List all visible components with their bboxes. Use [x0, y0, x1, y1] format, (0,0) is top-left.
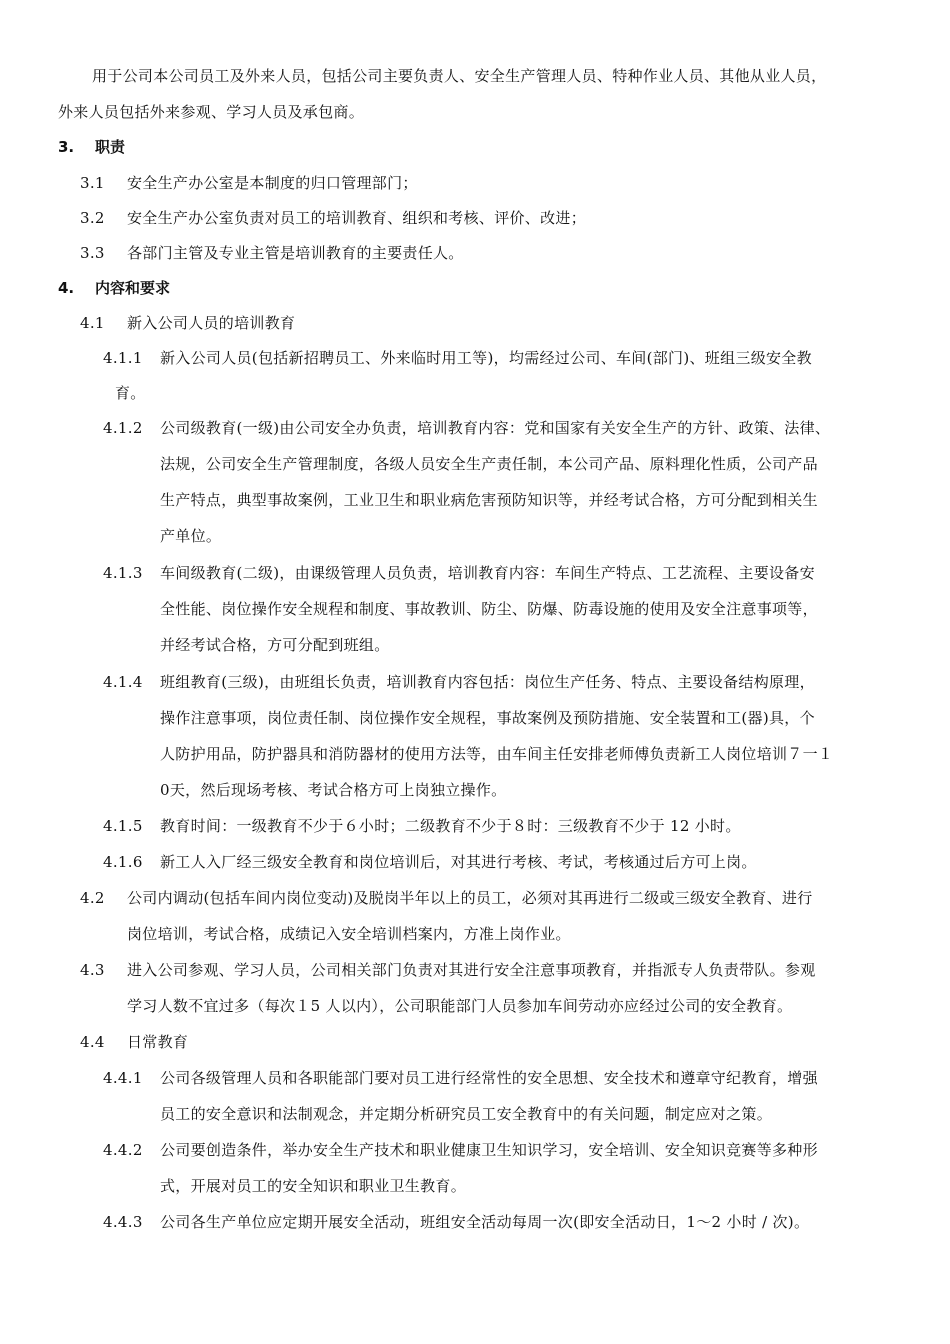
item-4-4-1-line-2: 员工的安全意识和法制观念，并定期分析研究员工安全教育中的有关问题，制定应对之策。	[160, 1105, 773, 1123]
item-4-1-4-number: 4.1.4	[103, 673, 143, 691]
item-4-3-line-1: 进入公司参观、学习人员，公司相关部门负责对其进行安全注意事项教育，并指派专人负责带队。参观	[127, 961, 816, 979]
item-4-4-1-number: 4.4.1	[103, 1069, 143, 1087]
item-4-4-number: 4.4	[80, 1033, 105, 1051]
item-3-1-text: 安全生产办公室是本制度的归口管理部门；	[127, 174, 418, 192]
item-4-1-1-line-2: 育。	[115, 384, 146, 402]
item-4-4-3-line-1: 公司各生产单位应定期开展安全活动，班组安全活动每周一次(即安全活动日，1～2 小时 / 次)。	[160, 1213, 810, 1231]
item-4-4-2-line-2: 式，开展对员工的安全知识和职业卫生教育。	[160, 1177, 467, 1195]
item-4-2-line-2: 岗位培训，考试合格，成绩记入安全培训档案内，方准上岗作业。	[127, 925, 571, 943]
item-4-1-4-line-1: 班组教育(三级)，由班组长负责，培训教育内容包括：岗位生产任务、特点、主要设备结构原理，	[160, 673, 815, 691]
item-4-1-2-line-3: 生产特点，典型事故案例，工业卫生和职业病危害预防知识等，并经考试合格，方可分配到相关生	[160, 491, 818, 509]
item-4-1-2-number: 4.1.2	[103, 419, 143, 437]
item-4-1-3-line-1: 车间级教育(二级)，由课级管理人员负责，培训教育内容：车间生产特点、工艺流程、主要设备安	[160, 564, 815, 582]
item-3-2-number: 3.2	[80, 209, 105, 227]
item-4-1-2-line-1: 公司级教育(一级)由公司安全办负责，培训教育内容：党和国家有关安全生产的方针、政策、法律、	[160, 419, 831, 437]
item-4-3-number: 4.3	[80, 961, 105, 979]
item-4-1-6-line-1: 新工人入厂经三级安全教育和岗位培训后，对其进行考核、考试，考核通过后方可上岗。	[160, 853, 757, 871]
section-4-title: 内容和要求	[95, 279, 171, 297]
item-4-1-4-line-3: 人防护用品，防护器具和消防器材的使用方法等，由车间主任安排老师傅负责新工人岗位培训７一１	[160, 745, 834, 763]
item-4-4-2-number: 4.4.2	[103, 1141, 143, 1159]
item-4-3-line-2: 学习人数不宜过多（每次１5 人以内），公司职能部门人员参加车间劳动亦应经过公司的安全教育。	[127, 997, 793, 1015]
item-4-1-1-line-1: 新入公司人员(包括新招聘员工、外来临时用工等)，均需经过公司、车间(部门)、班组三级安全教	[160, 349, 812, 367]
item-4-1-5-line-1: 教育时间：一级教育不少于６小时；二级教育不少于８时：三级教育不少于 12 小时。	[160, 817, 741, 835]
item-4-1-1-number: 4.1.1	[103, 349, 143, 367]
item-4-4-title: 日常教育	[127, 1033, 189, 1051]
section-4-number: 4.	[58, 279, 75, 297]
item-4-1-2-line-4: 产单位。	[160, 527, 222, 545]
item-4-1-6-number: 4.1.6	[103, 853, 143, 871]
item-4-1-5-number: 4.1.5	[103, 817, 143, 835]
item-4-1-3-number: 4.1.3	[103, 564, 143, 582]
section-3-number: 3.	[58, 138, 75, 156]
item-4-1-3-line-3: 并经考试合格，方可分配到班组。	[160, 636, 390, 654]
item-4-1-4-line-2: 操作注意事项，岗位责任制、岗位操作安全规程，事故案例及预防措施、安全装置和工(器)具，个	[160, 709, 815, 727]
intro-line-1: 用于公司本公司员工及外来人员，包括公司主要负责人、安全生产管理人员、特种作业人员、其他从业人员，	[92, 67, 827, 85]
item-4-4-1-line-1: 公司各级管理人员和各职能部门要对员工进行经常性的安全思想、安全技术和遵章守纪教育，增强	[160, 1069, 818, 1087]
item-4-2-number: 4.2	[80, 889, 105, 907]
item-3-2-text: 安全生产办公室负责对员工的培训教育、组织和考核、评价、改进；	[127, 209, 587, 227]
item-3-3-text: 各部门主管及专业主管是培训教育的主要责任人。	[127, 244, 464, 262]
item-4-1-3-line-2: 全性能、岗位操作安全规程和制度、事故教训、防尘、防爆、防毒设施的使用及安全注意事项等，	[160, 600, 818, 618]
item-3-1-number: 3.1	[80, 174, 105, 192]
item-4-1-number: 4.1	[80, 314, 105, 332]
item-4-4-2-line-1: 公司要创造条件，举办安全生产技术和职业健康卫生知识学习，安全培训、安全知识竞赛等多种形	[160, 1141, 818, 1159]
item-3-3-number: 3.3	[80, 244, 105, 262]
item-4-4-3-number: 4.4.3	[103, 1213, 143, 1231]
item-4-2-line-1: 公司内调动(包括车间内岗位变动)及脱岗半年以上的员工，必须对其再进行二级或三级安全教育、进行	[127, 889, 813, 907]
item-4-1-2-line-2: 法规，公司安全生产管理制度，各级人员安全生产责任制，本公司产品、原料理化性质，公司产品	[160, 455, 818, 473]
intro-line-2: 外来人员包括外来参观、学习人员及承包商。	[58, 103, 365, 121]
item-4-1-4-line-4: 0天，然后现场考核、考试合格方可上岗独立操作。	[160, 781, 507, 799]
item-4-1-title: 新入公司人员的培训教育	[127, 314, 296, 332]
section-3-title: 职责	[95, 138, 126, 156]
